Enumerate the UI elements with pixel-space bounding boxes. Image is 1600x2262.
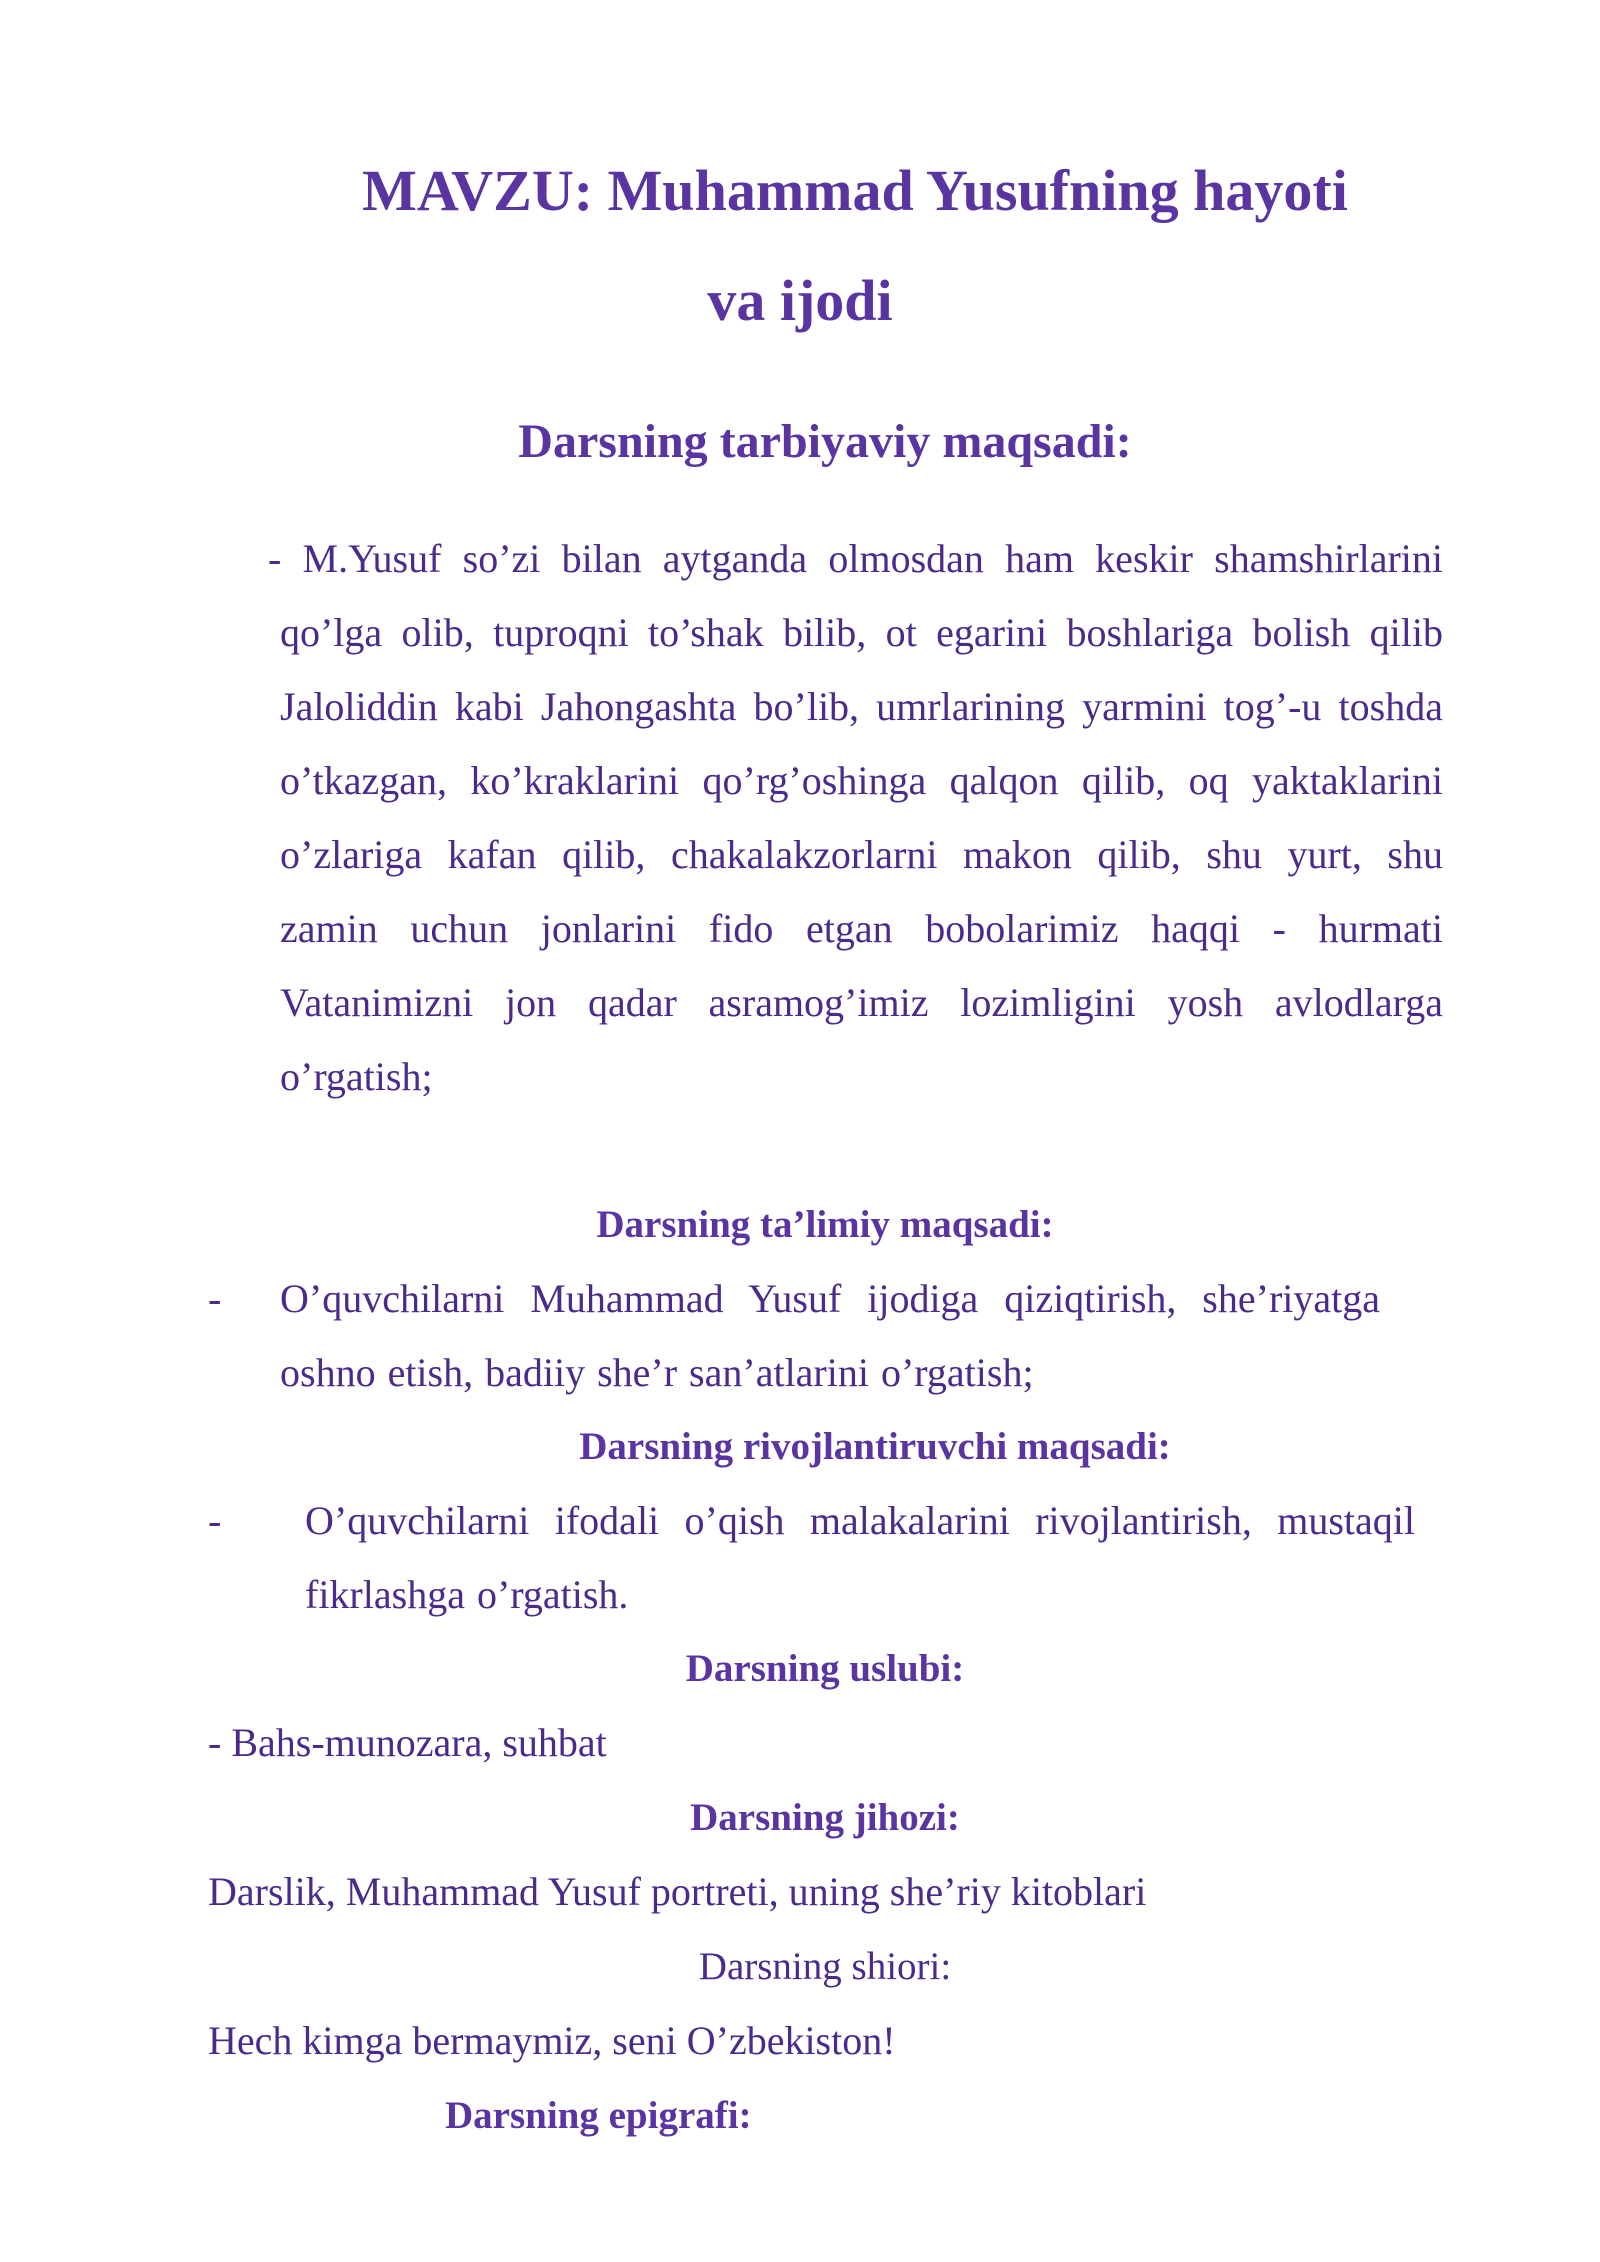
document-title-line1: MAVZU: Muhammad Yusufning hayoti — [362, 158, 1348, 223]
paragraph-talimiy: O’quvchilarni Muhammad Yusuf ijodiga qiziqtirish, she’riyatga oshno etish, badiiy she’r san’atlarini o’rgatish; — [280, 1276, 1380, 1395]
heading-epigrafi: Darsning epigrafi: — [445, 2094, 752, 2137]
paragraph-rivojlantiruvchi: O’quvchilarni ifodali o’qish malakalarini rivojlantirish, mustaqil fikrlashga o’rgatish. — [305, 1498, 1415, 1617]
heading-tarbiyaviy: Darsning tarbiyaviy maqsadi: — [518, 415, 1132, 468]
text-jihozi: Darslik, Muhammad Yusuf portreti, uning she’riy kitoblari — [208, 1869, 1147, 1914]
heading-uslubi: Darsning uslubi: — [685, 1647, 965, 1690]
bullet-dash-rivojlantiruvchi: - — [208, 1498, 222, 1543]
heading-rivojlantiruvchi: Darsning rivojlantiruvchi maqsadi: — [579, 1425, 1171, 1468]
text-uslubi: - Bahs-munozara, suhbat — [208, 1720, 607, 1765]
heading-jihozi: Darsning jihozi: — [690, 1796, 960, 1839]
heading-shiori: Darsning shiori: — [698, 1945, 952, 1988]
text-shiori: Hech kimga bermaymiz, seni O’zbekiston! — [208, 2018, 896, 2063]
bullet-dash-talimiy: - — [208, 1276, 222, 1321]
document-title-line2: va ijodi — [707, 268, 893, 333]
paragraph-tarbiyaviy: - M.Yusuf so’zi bilan aytganda olmosdan ham keskir shamshirlarini qo’lga olib, tuproqni to’shak bilib, ot egarini boshlariga bolish qilib Jaloliddin kabi Jahongashta bo’lib, umrlarining yarmini tog’-u toshda o’tkazgan, ko’kraklarini qo’rg’oshinga qalqon qilib, oq yaktaklarini o’zlariga kafan qilib, chakalakzorlarni makon qilib, shu yurt, shu zamin uchun jonlarini fido etgan bobolarimiz haqqi - hurmati Vatanimizni jon qadar asramog’imiz lozimligini yosh avlodlarga o’rgatish; — [268, 536, 1443, 1099]
heading-talimiy: Darsning ta’limiy maqsadi: — [596, 1203, 1054, 1246]
